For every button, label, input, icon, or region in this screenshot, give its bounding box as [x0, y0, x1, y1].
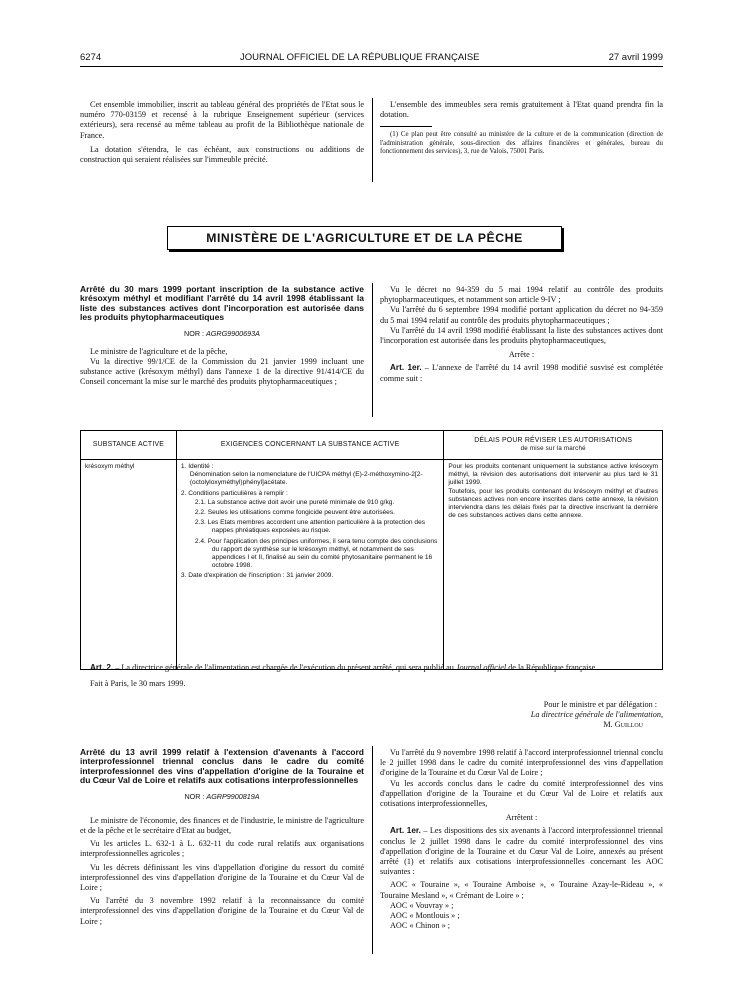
signature-line: Pour le ministre et par délégation : [543, 700, 657, 709]
paragraph: Vu l'arrêté du 14 avril 1998 modifié établissant la liste des substances actives dont l'incorporation est autorisée dans les produits phytopharmaceutiques, [380, 325, 663, 346]
paragraph: L'ensemble des immeubles sera remis gratuitement à l'Etat quand prendra fin la dotation. [380, 100, 663, 120]
footnote-rule [380, 126, 432, 127]
signature-block [420, 700, 663, 731]
column-divider [372, 98, 373, 182]
paragraph: Le ministre de l'économie, des finances et de l'industrie, le ministre de l'agriculture et de la pêche et le secrétaire d'Etat au budget, [80, 815, 364, 836]
signature-name: M. Guillou [603, 720, 643, 730]
arrete1-title: Arrêté du 30 mars 1999 portant inscription de la substance active krésoxym méthyl et modifiant l'arrêté du 14 avril 1998 établissant la liste des substances actives dont l'incorporation est autorisée dans les produits phytopharmaceutiques [80, 284, 364, 323]
req-2 [181, 490, 440, 571]
delay-paragraph: Toutefois, pour les produits contenant du krésoxym méthyl et d'autres substances actives non encore inscrites dans cette annexe, la révision interviendra dans les délais fixés par la directive inscrivant la dernière de ces substances actives dans cette annexe. [448, 487, 658, 520]
arrete1-right-column [380, 285, 663, 384]
req-2-item: 2.4. Pour l'application des principes uniformes, il sera tenu compte des conclusions du rapport de synthèse sur le krésoxym méthyl, et notamment de ses appendices I et II, finalisé au sein du comité phytosanitaire permanent le 16 octobre 1998. [194, 537, 438, 570]
header-requirements: EXIGENCES CONCERNANT LA SUBSTANCE ACTIVE [176, 431, 444, 460]
cell-delays [444, 460, 663, 670]
paragraph: Vu les accords conclus dans le cadre du comité interprofessionnel des vins d'appellation d'origine de la Touraine et du Cœur Val de Loire et relatifs aux cotisations interprofessionnelles, [380, 778, 663, 809]
footnote: (1) Ce plan peut être consulté au ministère de la culture et de la communication (direction de l'administration générale, sous-direction des affaires financières et générales, bureau du fonctionnement des services), 3, rue de Valois, 75001 Paris. [380, 131, 663, 156]
top-left-column [80, 100, 364, 165]
art1-text: – L'annexe de l'arrêté du 14 avril 1998 modifié susvisé est complétée comme suit : [380, 363, 663, 383]
req-2-item: 2.1. La substance active doit avoir une pureté minimale de 910 g/kg. [194, 498, 395, 506]
aoc-line: AOC « Vouvray » ; [390, 900, 454, 910]
arrete1-nor [80, 329, 364, 339]
header-delays-line1: DÉLAIS POUR RÉVISER LES AUTORISATIONS [474, 436, 633, 444]
paragraph: La dotation s'étendra, le cas échéant, aux constructions ou additions de construction qui seraient réalisées sur l'immeuble précité. [80, 144, 364, 165]
art2-text-b: de la République française. [506, 663, 598, 672]
cell-requirements [176, 460, 444, 670]
arrete2-nor [80, 792, 364, 802]
art1-label: Art. 1er. [390, 826, 421, 836]
header-substance: SUBSTANCE ACTIVE [81, 431, 177, 460]
nor-label: NOR : [184, 791, 205, 801]
arrete2-right-column [380, 748, 663, 931]
paragraph: Le ministre de l'agriculture et de la pêche, [90, 346, 228, 356]
column-divider [372, 746, 373, 954]
req-1-text: Dénomination selon la nomenclature de l'UICPA méthyl (E)-2-méthoxymino-2[2-(octolyloxyméthyl)phényl]acétate. [189, 471, 423, 487]
art2-label: Art. 2. [90, 663, 114, 672]
art2-italic: Journal officiel [455, 663, 507, 672]
ministry-title: MINISTÈRE DE L'AGRICULTURE ET DE LA PÊCHE [167, 226, 562, 250]
table-header-row [81, 431, 663, 460]
issue-date: 27 avril 1999 [608, 52, 663, 63]
paragraph: Vu l'arrêté du 6 septembre 1994 modifié portant application du décret no 94-359 du 5 mai 1994 relatif au contrôle des produits phytopharmaceutiques ; [380, 305, 663, 325]
article-2 [80, 663, 663, 673]
header-delays-line2: de mise sur la marché [520, 445, 586, 452]
arrete2-title: Arrêté du 13 avril 1999 relatif à l'extension d'avenants à l'accord interprofessionnel triennal conclus dans le cadre du comité interprofessionnel des vins d'appellation d'origine de la Touraine et du Cœur Val de Loire et relatifs aux cotisations interprofessionnelles [80, 747, 364, 786]
paragraph: Vu le décret no 94-359 du 5 mai 1994 relatif au contrôle des produits phytopharmaceutiques, et notamment son article 9-IV ; [380, 285, 663, 305]
arrete1-left-column [80, 285, 364, 388]
arrete2-left-column [80, 748, 364, 927]
arretent-word: Arrêtent : [505, 813, 538, 823]
article-1 [380, 826, 663, 877]
req-2-item: 2.2. Seules les utilisations comme fongicide peuvent être autorisées. [194, 509, 395, 517]
nor-code: AGRP9900819A [206, 791, 260, 801]
signature-line: La directrice générale de l'alimentation, [530, 710, 663, 720]
delay-paragraph: Pour les produits contenant uniquement la substance active krésoxym méthyl, la révision des autorisations doit intervenir au plus tard le 31 juillet 1999. [448, 463, 658, 487]
article-2-block [80, 663, 663, 689]
fait-a-paris: Fait à Paris, le 30 mars 1999. [90, 679, 186, 689]
column-divider [372, 283, 373, 417]
aoc-line: AOC « Touraine », « Touraine Amboise », « Touraine Azay-le-Rideau », « Touraine Mesland », « Crémant de Loire » ; [380, 880, 663, 900]
arrete-word: Arrête : [508, 350, 535, 360]
req-1 [181, 463, 440, 488]
aoc-line: AOC « Chinon » ; [390, 921, 451, 931]
nor-code: AGRG9900693A [206, 328, 260, 338]
req-2-title: 2. Conditions particulières à remplir : [180, 489, 288, 497]
paragraph: Vu l'arrêté du 9 novembre 1998 relatif à l'accord interprofessionnel triennal conclu le 2 juillet 1998 dans le cadre du comité interprofessionnel des vins d'appellation d'origine de la Touraine et du Cœur Val de Loire ; [380, 748, 663, 778]
article-1 [380, 363, 663, 383]
paragraph: Vu les décrets définissant les vins d'appellation d'origine du ressort du comité interprofessionnel des vins d'appellation d'origine de la Touraine et du Cœur Val de Loire ; [80, 862, 364, 893]
art1-label: Art. 1er. [390, 363, 422, 373]
cell-substance: krésoxym méthyl [81, 460, 177, 670]
art1-text: – Les dispositions des six avenants à l'accord interprofessionnel triennal conclus le 2 juillet 1998 dans le cadre du comité interprofessionnel des vins d'appellation d'origine de la Touraine et du Cœur Val de Loire, annexés au présent arrêté (1) et relatifs aux cotisations interprofessionnelles concernant les AOC suivantes : [380, 826, 663, 877]
req-3: 3. Date d'expiration de l'inscription : 31 janvier 2009. [180, 572, 334, 580]
req-1-title: 1. Identité : [180, 463, 214, 470]
nor-label: NOR : [184, 328, 204, 338]
journal-title: JOURNAL OFFICIEL DE LA RÉPUBLIQUE FRANÇAISE [240, 52, 480, 63]
paragraph: Vu l'arrêté du 3 novembre 1992 relatif à la reconnaissance du comité interprofessionnel des vins d'appellation d'origine de la Touraine et du Cœur Val de Loire ; [80, 896, 364, 926]
paragraph: Cet ensemble immobilier, inscrit au tableau général des propriétés de l'Etat sous le numéro 770-03159 et recensé à la rubrique Enseignement supérieur (services extérieurs), sera recensé au même tableau au profit de la Bibliothèque nationale de France. [80, 100, 364, 140]
top-right-column [380, 100, 663, 157]
page-number: 6274 [80, 52, 102, 63]
paragraph: Vu la directive 99/1/CE de la Commission du 21 janvier 1999 incluant une substance active (krésoxym méthyl) dans l'annexe 1 de la directive 91/414/CE du Conseil concernant la mise sur le marché des produits phytopharmaceutiques ; [80, 357, 364, 387]
art2-text-a: – La directrice générale de l'alimentation est chargée de l'exécution du présent arrêté, qui sera publié au [113, 663, 456, 672]
req-2-item: 2.3. Les Etats membres accordent une attention particulière à la protection des nappes phréatiques exposées au risque. [194, 519, 426, 535]
page-header [80, 52, 663, 67]
header-delays [444, 431, 663, 460]
paragraph: Vu les articles L. 632-1 à L. 632-11 du code rural relatifs aux organisations interprofessionnelles agricoles ; [80, 839, 364, 859]
substance-table [80, 430, 663, 670]
table-row [81, 460, 663, 670]
aoc-line: AOC « Montlouis » ; [390, 911, 460, 921]
